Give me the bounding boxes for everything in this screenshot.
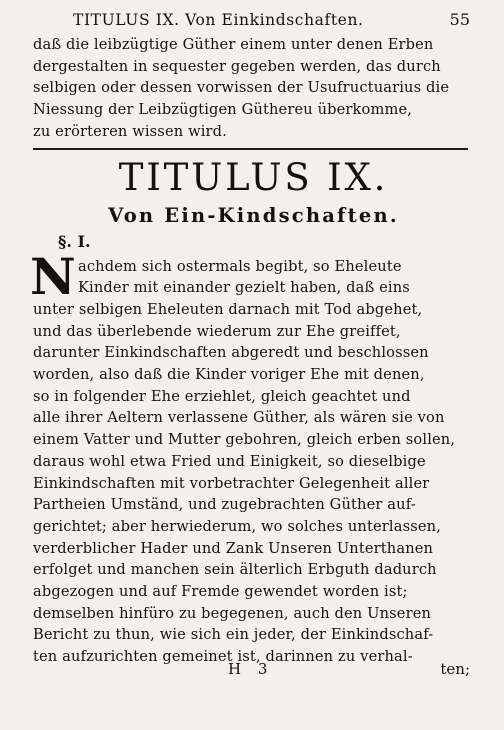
text-line: worden, also daß die Kinder voriger Ehe mit denen, bbox=[33, 366, 425, 384]
text-line: verderblicher Hader und Zank Unseren Unterthanen bbox=[33, 539, 434, 557]
running-head bbox=[33, 10, 474, 34]
text-line: Einkindschaften mit vorbetrachter Gelegenheit aller bbox=[33, 474, 430, 492]
page-number: 55 bbox=[449, 10, 470, 29]
text-line: einem Vatter und Mutter gebohren, gleich erben sollen, bbox=[33, 431, 456, 449]
signature-mark: H 3 bbox=[228, 660, 274, 678]
text-line: selbigen oder dessen vorwissen der Usufructuarius die bbox=[33, 79, 450, 97]
text-line: und das überlebende wiederum zur Ehe greiffet, bbox=[33, 322, 401, 340]
catchword: ten; bbox=[440, 660, 470, 678]
drop-cap: N bbox=[30, 246, 76, 306]
text-line: erfolget und manchen sein älterlich Erbguth dadurch bbox=[33, 561, 437, 579]
text-line: alle ihrer Aeltern verlassene Güther, als wären sie von bbox=[33, 409, 445, 427]
text-line: unter selbigen Eheleuten darnach mit Tod abgehet, bbox=[33, 300, 423, 318]
text-line: daß die leibzügtige Güther einem unter denen Erben bbox=[33, 36, 434, 53]
chapter-subtitle: Von Ein-Kindschaften. bbox=[108, 203, 399, 227]
text-line: demselben hinfüro zu begegenen, auch den Unseren bbox=[33, 604, 432, 622]
text-line: Partheien Umständ, und zugebrachten Güther auf- bbox=[33, 496, 416, 514]
text-line: ten aufzurichten gemeinet ist, darinnen zu verhal- bbox=[33, 648, 413, 666]
text-line: abgezogen und auf Fremde gewendet worden ist; bbox=[33, 583, 408, 601]
text-line: so in folgender Ehe erziehlet, gleich geachtet und bbox=[33, 387, 411, 405]
section-divider bbox=[33, 148, 468, 150]
page-footer bbox=[33, 660, 474, 682]
text-line: Niessung der Leibzügtigen Güthereu überkomme, bbox=[33, 101, 413, 119]
chapter-title: TITULUS IX. bbox=[118, 155, 389, 199]
body-paragraph bbox=[30, 246, 474, 668]
text-line: gerichtet; aber herwiederum, wo solches unterlassen, bbox=[33, 517, 441, 535]
text-line: Bericht zu thun, wie sich ein jeder, der Einkindschaf- bbox=[33, 626, 434, 644]
text-line: zu erörteren wissen wird. bbox=[33, 122, 227, 140]
text-line: darunter Einkindschaften abgeredt und beschlossen bbox=[33, 344, 429, 362]
text-line: daraus wohl etwa Fried und Einigkeit, so dieselbige bbox=[33, 452, 426, 470]
text-line: Kinder mit einander gezielt haben, daß eins bbox=[78, 279, 410, 297]
first-line-text: achdem sich ostermals begibt, so Eheleute bbox=[78, 257, 402, 275]
running-title: TITULUS IX. Von Einkindschaften. bbox=[73, 11, 364, 29]
section-number: §. I. bbox=[58, 231, 91, 251]
text-line: dergestalten in sequester gegeben werden, das durch bbox=[33, 57, 441, 75]
carryover-paragraph bbox=[33, 34, 474, 143]
